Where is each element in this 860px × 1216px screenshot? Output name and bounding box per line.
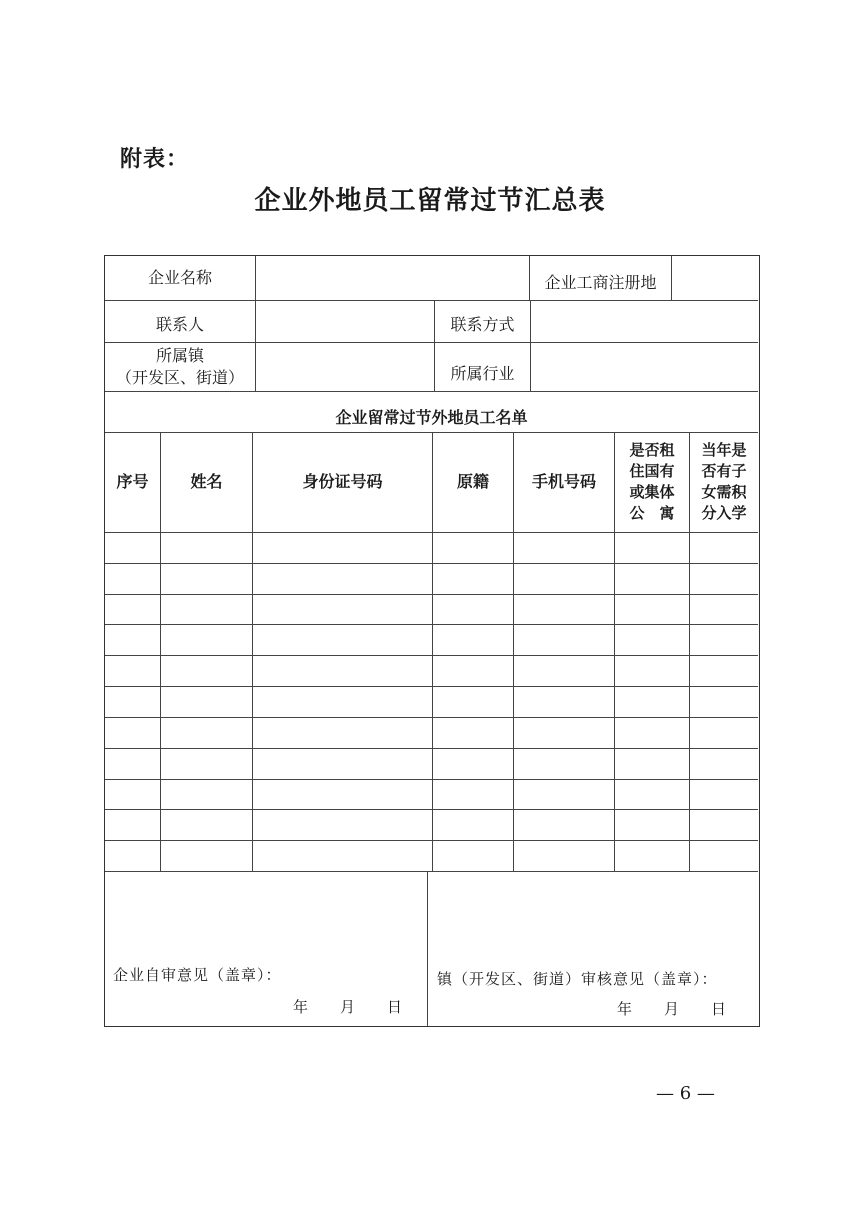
- col-seq-header: 序号: [116, 472, 149, 491]
- col-id-header: 身份证号码: [302, 472, 383, 491]
- col-rental-header: [615, 432, 689, 532]
- contact-person-field[interactable]: [256, 300, 434, 342]
- town-label-line2: （开发区、街道）: [115, 367, 244, 387]
- contact-method-label: 联系方式: [450, 315, 515, 334]
- table-row-divider: [105, 748, 758, 749]
- table-row-divider: [105, 809, 758, 810]
- town-date: [617, 998, 726, 1019]
- town-label: [105, 342, 255, 391]
- contact-person-label: 联系人: [155, 315, 204, 334]
- col-school-line4: 分入学: [701, 504, 747, 522]
- table-row-divider: [105, 624, 758, 625]
- town-date-month: 月: [664, 1000, 680, 1018]
- town-date-day: 日: [711, 1000, 727, 1018]
- contact-method-field[interactable]: [531, 300, 758, 342]
- col-rental-line2: 住国有: [629, 462, 675, 480]
- table-row-divider: [105, 686, 758, 687]
- company-date-day: 日: [387, 998, 403, 1016]
- col-name-header: 姓名: [190, 472, 223, 491]
- col-school-line2: 否有子: [701, 462, 747, 480]
- form-table: [104, 255, 760, 1027]
- company-date: [293, 996, 402, 1017]
- registration-label: 企业工商注册地: [544, 273, 657, 292]
- industry-field[interactable]: [531, 342, 758, 391]
- table-row-divider: [105, 594, 758, 595]
- col-origin-header: 原籍: [456, 472, 489, 491]
- col-phone-header: 手机号码: [531, 472, 596, 491]
- registration-field[interactable]: [672, 256, 758, 300]
- col-school-line3: 女需积: [701, 483, 747, 501]
- col-rental-line3: 或集体: [629, 483, 675, 501]
- company-opinion-label: 企业自审意见（盖章）：: [113, 966, 282, 984]
- table-row-divider: [105, 779, 758, 780]
- town-label-line1: 所属镇: [155, 345, 204, 365]
- town-date-year: 年: [617, 1000, 633, 1018]
- col-rental-line4: 公 寓: [629, 504, 675, 522]
- company-name-label: 企业名称: [147, 268, 212, 287]
- industry-label: 所属行业: [450, 363, 515, 383]
- table-row-divider: [105, 655, 758, 656]
- town-field[interactable]: [256, 342, 434, 391]
- attachment-label: 附表：: [120, 147, 190, 172]
- roster-section-title: 企业留常过节外地员工名单: [335, 407, 528, 427]
- col-rental-line1: 是否租: [629, 441, 675, 459]
- company-name-field[interactable]: [256, 256, 528, 300]
- col-school-line1: 当年是: [701, 441, 747, 459]
- table-row-divider: [105, 840, 758, 841]
- company-date-month: 月: [340, 998, 356, 1016]
- table-row-divider: [105, 563, 758, 564]
- town-opinion-label: 镇（开发区、街道）审核意见（盖章）：: [437, 970, 718, 988]
- company-date-year: 年: [293, 998, 309, 1016]
- form-title: 企业外地员工留常过节汇总表: [254, 186, 606, 216]
- col-school-header: [690, 432, 758, 532]
- page-number: — 6 —: [656, 1083, 715, 1104]
- table-row-divider: [105, 717, 758, 718]
